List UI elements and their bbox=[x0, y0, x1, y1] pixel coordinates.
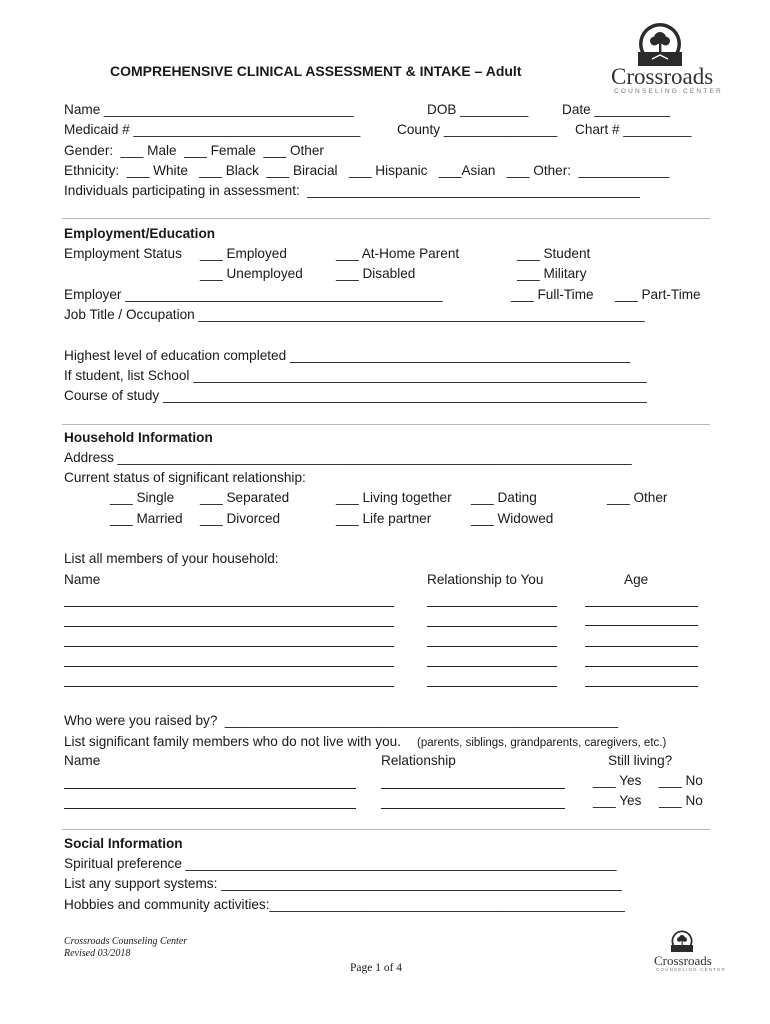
family-col-still-living: Still living? bbox=[608, 753, 673, 768]
household-members-label: List all members of your household: bbox=[64, 551, 279, 566]
other-relationship-option[interactable]: ___ Other bbox=[607, 490, 668, 505]
gender-options[interactable]: Gender: ___ Male ___ Female ___ Other bbox=[64, 143, 324, 158]
full-time-option[interactable]: ___ Full-Time bbox=[511, 287, 594, 302]
date-field[interactable]: Date __________ bbox=[562, 102, 671, 117]
still-living-yes-option[interactable]: ___ Yes bbox=[593, 793, 642, 808]
household-member-age-input[interactable] bbox=[585, 646, 698, 647]
page-title: COMPREHENSIVE CLINICAL ASSESSMENT & INTAKE – Adult bbox=[110, 63, 522, 79]
household-member-age-input[interactable] bbox=[585, 666, 698, 667]
participants-field[interactable]: Individuals participating in assessment: ____________________________________________ bbox=[64, 183, 640, 198]
household-col-name: Name bbox=[64, 572, 101, 587]
social-heading: Social Information bbox=[64, 836, 183, 851]
medicaid-field[interactable]: Medicaid # ______________________________ bbox=[64, 122, 361, 137]
dob-field[interactable]: DOB _________ bbox=[427, 102, 529, 117]
disabled-option[interactable]: ___ Disabled bbox=[336, 266, 416, 281]
page-number: Page 1 of 4 bbox=[350, 962, 403, 974]
spiritual-preference-field[interactable]: Spiritual preference _________________________________________________________ bbox=[64, 856, 617, 871]
household-member-age-input[interactable] bbox=[585, 606, 698, 607]
employer-field[interactable]: Employer __________________________________________ bbox=[64, 287, 443, 302]
footer-revised: Revised 03/2018 bbox=[64, 948, 131, 959]
military-option[interactable]: ___ Military bbox=[517, 266, 587, 281]
family-col-relationship: Relationship bbox=[381, 753, 456, 768]
married-option[interactable]: ___ Married bbox=[110, 511, 183, 526]
family-member-name-input[interactable] bbox=[64, 788, 356, 789]
dating-option[interactable]: ___ Dating bbox=[471, 490, 537, 505]
footer-logo-subtitle: COUNSELING CENTER bbox=[656, 967, 726, 972]
household-member-relationship-input[interactable] bbox=[427, 666, 557, 667]
household-member-age-input[interactable] bbox=[585, 625, 698, 626]
support-systems-field[interactable]: List any support systems: _____________________________________________________ bbox=[64, 876, 622, 891]
section-divider bbox=[62, 829, 710, 830]
course-of-study-field[interactable]: Course of study ________________________________________________________________ bbox=[64, 388, 647, 403]
family-members-note: (parents, siblings, grandparents, caregivers, etc.) bbox=[417, 737, 667, 749]
tree-circle-logo-icon bbox=[671, 930, 693, 952]
still-living-yes-option[interactable]: ___ Yes bbox=[593, 773, 642, 788]
household-member-relationship-input[interactable] bbox=[427, 606, 557, 607]
family-member-name-input[interactable] bbox=[64, 808, 356, 809]
life-partner-option[interactable]: ___ Life partner bbox=[336, 511, 432, 526]
single-option[interactable]: ___ Single bbox=[110, 490, 175, 505]
footer-logo-wordmark: Crossroads bbox=[654, 953, 712, 968]
county-field[interactable]: County _______________ bbox=[397, 122, 558, 137]
hobbies-field[interactable]: Hobbies and community activities:_______________________________________________ bbox=[64, 897, 625, 912]
household-member-name-input[interactable] bbox=[64, 666, 394, 667]
ethnicity-options[interactable]: Ethnicity: ___ White ___ Black ___ Biracial ___ Hispanic ___Asian ___ Other: ____________ bbox=[64, 163, 670, 178]
still-living-no-option[interactable]: ___ No bbox=[659, 773, 703, 788]
logo-subtitle: COUNSELING CENTER bbox=[614, 88, 723, 95]
name-field[interactable]: Name _________________________________ bbox=[64, 102, 354, 117]
separated-option[interactable]: ___ Separated bbox=[200, 490, 290, 505]
household-member-name-input[interactable] bbox=[64, 606, 394, 607]
chart-field[interactable]: Chart # _________ bbox=[575, 122, 692, 137]
household-member-age-input[interactable] bbox=[585, 686, 698, 687]
section-divider bbox=[62, 218, 710, 219]
household-member-relationship-input[interactable] bbox=[427, 686, 557, 687]
at-home-parent-option[interactable]: ___ At-Home Parent bbox=[336, 246, 460, 261]
household-col-relationship: Relationship to You bbox=[427, 572, 544, 587]
footer-org: Crossroads Counseling Center bbox=[64, 936, 188, 947]
tree-circle-logo-icon bbox=[638, 22, 682, 66]
section-divider bbox=[62, 424, 710, 425]
household-member-relationship-input[interactable] bbox=[427, 646, 557, 647]
household-heading: Household Information bbox=[64, 430, 213, 445]
still-living-no-option[interactable]: ___ No bbox=[659, 793, 703, 808]
household-member-name-input[interactable] bbox=[64, 686, 394, 687]
family-members-label: List significant family members who do not live with you. bbox=[64, 734, 401, 749]
education-level-field[interactable]: Highest level of education completed _____________________________________________ bbox=[64, 348, 631, 363]
address-field[interactable]: Address ____________________________________________________________________ bbox=[64, 450, 632, 465]
family-col-name: Name bbox=[64, 753, 101, 768]
relationship-status-label: Current status of significant relationship: bbox=[64, 470, 306, 485]
family-member-relationship-input[interactable] bbox=[381, 788, 565, 789]
family-member-relationship-input[interactable] bbox=[381, 808, 565, 809]
widowed-option[interactable]: ___ Widowed bbox=[471, 511, 554, 526]
employment-status-label: Employment Status bbox=[64, 246, 182, 261]
raised-by-field[interactable]: Who were you raised by? ____________________________________________________ bbox=[64, 713, 619, 728]
part-time-option[interactable]: ___ Part-Time bbox=[615, 287, 701, 302]
school-field[interactable]: If student, list School ____________________________________________________________ bbox=[64, 368, 647, 383]
unemployed-option[interactable]: ___ Unemployed bbox=[200, 266, 303, 281]
employment-heading: Employment/Education bbox=[64, 226, 216, 241]
household-col-age: Age bbox=[624, 572, 649, 587]
student-option[interactable]: ___ Student bbox=[517, 246, 591, 261]
employed-option[interactable]: ___ Employed bbox=[200, 246, 287, 261]
job-title-field[interactable]: Job Title / Occupation ___________________________________________________________ bbox=[64, 307, 645, 322]
living-together-option[interactable]: ___ Living together bbox=[336, 490, 452, 505]
household-member-name-input[interactable] bbox=[64, 646, 394, 647]
household-member-relationship-input[interactable] bbox=[427, 626, 557, 627]
divorced-option[interactable]: ___ Divorced bbox=[200, 511, 281, 526]
household-member-name-input[interactable] bbox=[64, 626, 394, 627]
logo-wordmark: Crossroads bbox=[611, 64, 714, 89]
